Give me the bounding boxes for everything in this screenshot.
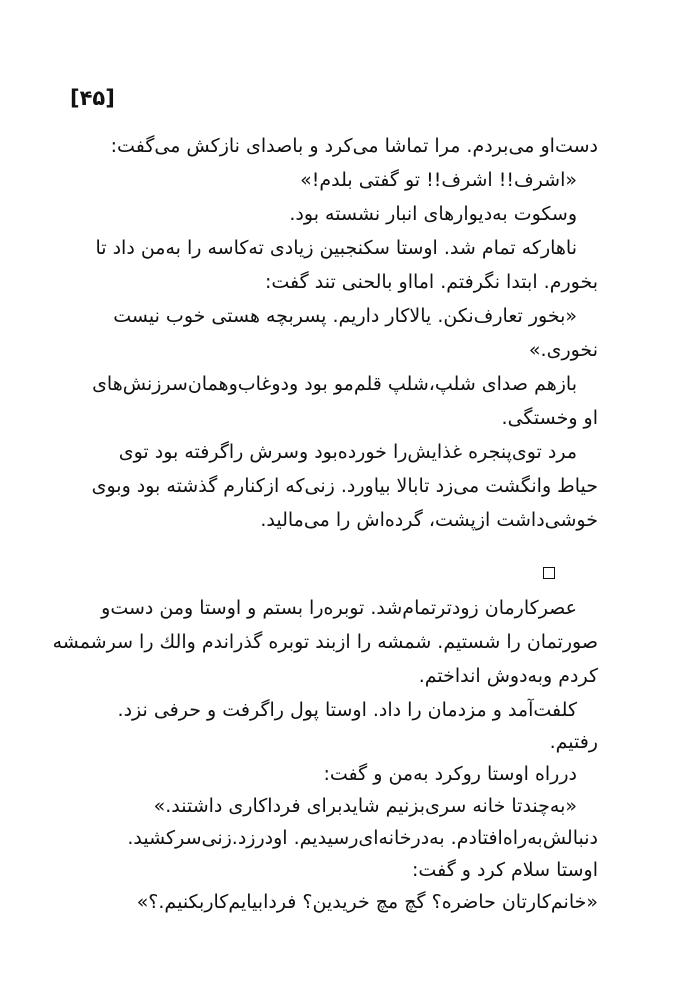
section-marker [543,567,555,579]
text-line: «به‌چندتا خانه سری‌بزنیم شایدبرای فرداکاری داشتند.» [153,795,577,817]
text-line: «بخور تعارف‌نکن. یالاکار داریم. پسربچه هستی خوب نیست [113,305,577,327]
text-line: حیاط وانگشت می‌زد تابالا بیاورد. زنی‌که ازکنارم گذشته بود وبوی [91,475,598,497]
text-line: «اشرف!! اشرف!! تو گفتی بلدم!» [300,169,577,191]
text-line: درراه اوستا روکرد به‌من و گفت: [323,763,577,785]
text-line: او وخستگی. [501,407,598,429]
text-line: اوستا سلام کرد و گفت: [412,859,598,881]
text-line: «خانم‌کارتان حاضره؟ گچ مچ خریدین؟ فردابیایم‌کاربکنیم.؟» [136,891,598,913]
page-number: [۴۵] [70,86,115,110]
text-line: کردم وبه‌دوش انداختم. [418,665,598,687]
text-line: رفتیم. [549,731,598,753]
text-line: مرد توی‌پنجره غذایش‌را خورده‌بود وسرش راگرفته بود توی [118,441,577,463]
text-line: خوشی‌داشت ازپشت، گرده‌اش را می‌مالید. [260,509,598,531]
text-line: صورتمان را شستیم. شمشه را ازبند توبره گذراندم والك را سرشمشه [52,631,598,653]
text-line: ناهارکه تمام شد. اوستا سکنجبین زیادی ته‌کاسه را به‌من داد تا [95,237,577,259]
text-line: بخورم. ابتدا نگرفتم. امااو بالحنی تند گفت: [264,271,598,293]
text-line: کلفت‌آمد و مزدمان را داد. اوستا پول راگرفت و حرفی نزد. [117,699,577,721]
text-line: وسکوت به‌دیوارهای انبار نشسته بود. [289,203,577,225]
text-line: نخوری.» [528,339,598,361]
text-line: دست‌او می‌بردم. مرا تماشا می‌کرد و باصدای نازکش می‌گفت: [110,135,598,157]
text-line: دنبالش‌به‌راه‌افتادم. به‌درخانه‌ای‌رسیدیم. اودرزد.زنی‌سرکشید. [127,827,598,849]
text-line: عصرکارمان زودترتمام‌شد. توبره‌را بستم و اوستا ومن دست‌و [101,597,577,619]
text-line: بازهم صدای شلپ،شلپ قلم‌مو بود ودوغاب‌وهمان‌سرزنش‌های [92,373,577,395]
